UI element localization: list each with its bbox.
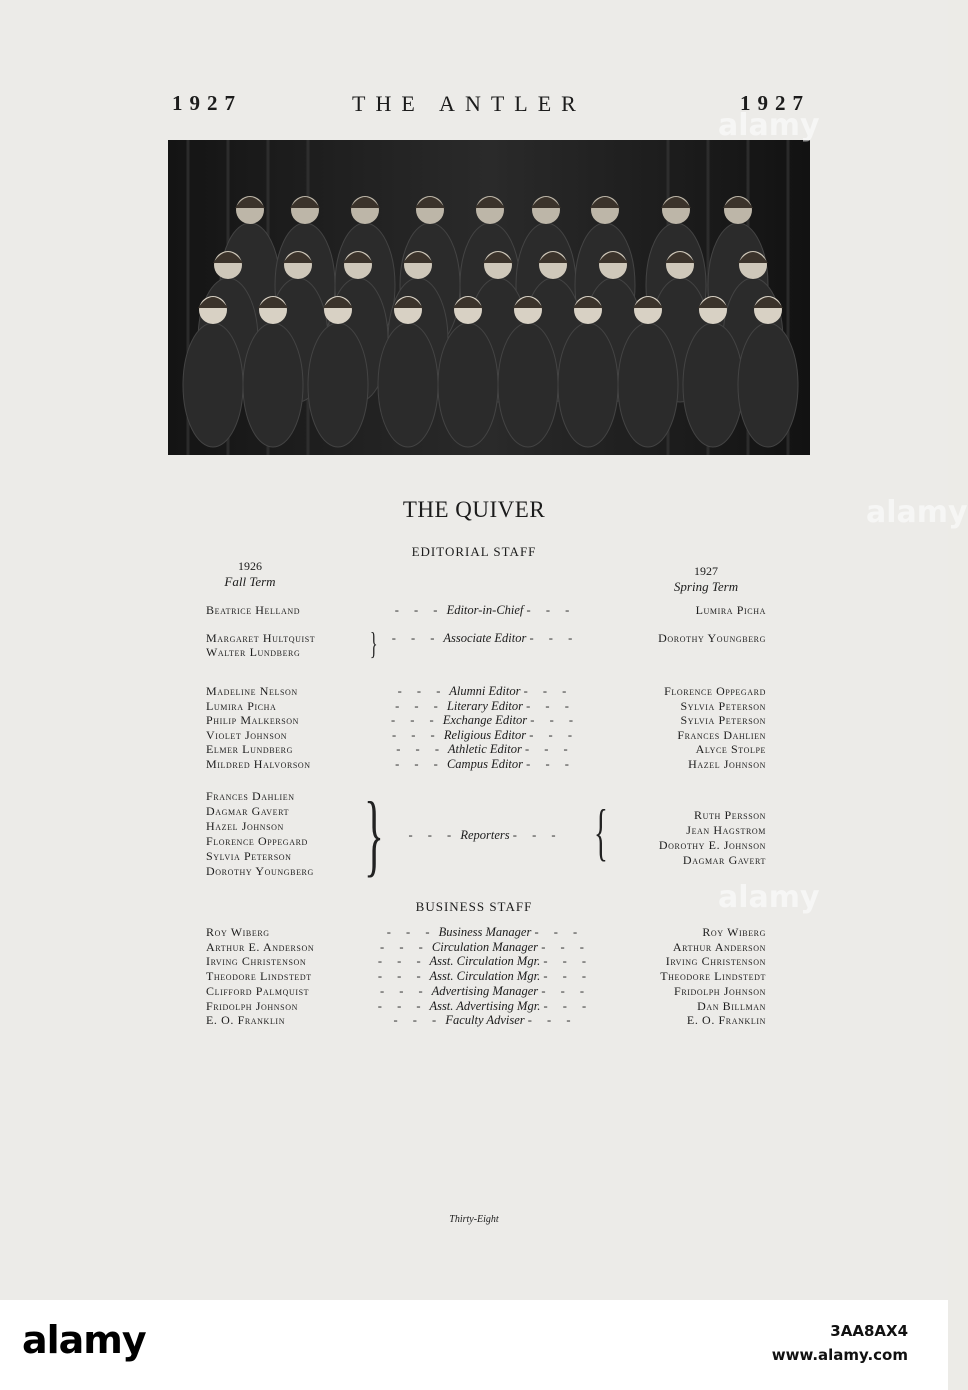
fall-name: Lumira Picha bbox=[206, 699, 277, 713]
watermark-logo: alamy bbox=[718, 880, 820, 915]
reporter-fall-name: Hazel Johnson bbox=[206, 819, 284, 833]
watermark-logo: alamy bbox=[866, 495, 968, 530]
spring-name: Arthur Anderson bbox=[672, 939, 766, 954]
role-label: - - - Circulation Manager - - - bbox=[380, 939, 590, 954]
header-year-right: 1927 bbox=[740, 91, 810, 115]
reporter-fall-name: Florence Oppegard bbox=[206, 834, 308, 848]
role-label: - - - Asst. Advertising Mgr. - - - bbox=[377, 998, 593, 1013]
associate-brace: } bbox=[369, 625, 378, 661]
fall-year: 1926 bbox=[238, 559, 262, 573]
spring-name: Dan Billman bbox=[697, 998, 766, 1013]
business-row bbox=[0, 984, 948, 1000]
reporters-role: - - - Reporters - - - bbox=[408, 828, 562, 842]
fall-name: Irving Christenson bbox=[206, 954, 307, 969]
fall-name: Arthur E. Anderson bbox=[206, 939, 315, 954]
fall-name: Theodore Lindstedt bbox=[206, 969, 312, 984]
spring-name: Alyce Stolpe bbox=[695, 742, 766, 756]
person-body bbox=[683, 323, 743, 447]
role-label: - - - Asst. Circulation Mgr. - - - bbox=[377, 969, 593, 984]
role-label: - - - Athletic Editor - - - bbox=[396, 742, 574, 756]
reporter-spring-row bbox=[0, 823, 948, 839]
business-row bbox=[0, 999, 948, 1015]
left-brace: } bbox=[364, 783, 384, 885]
reporter-spring-name: Dagmar Gavert bbox=[682, 853, 766, 867]
role-label: - - - Advertising Manager - - - bbox=[379, 983, 591, 998]
person-body bbox=[243, 323, 303, 447]
fall-name: Roy Wiberg bbox=[206, 925, 270, 939]
editorial-row bbox=[0, 684, 948, 700]
spring-year: 1927 bbox=[694, 564, 718, 578]
reporter-fall-name: Dagmar Gavert bbox=[206, 804, 290, 818]
reporter-spring-name: Ruth Persson bbox=[694, 808, 766, 822]
fall-name: Fridolph Johnson bbox=[206, 998, 298, 1013]
fall-name: Elmer Lundberg bbox=[206, 742, 293, 756]
spring-name: Roy Wiberg bbox=[702, 925, 766, 939]
spring-term-label bbox=[660, 564, 752, 595]
reporter-spring-row bbox=[0, 838, 948, 854]
role-label: - - - Asst. Circulation Mgr. - - - bbox=[377, 954, 593, 969]
person-body bbox=[738, 323, 798, 447]
stock-image-id: 3AA8AX4 bbox=[830, 1322, 908, 1340]
person-body bbox=[308, 323, 368, 447]
business-row bbox=[0, 940, 948, 956]
person-body bbox=[498, 323, 558, 447]
person-body bbox=[438, 323, 498, 447]
spring-term: Spring Term bbox=[673, 579, 739, 594]
stock-url[interactable]: www.alamy.com bbox=[771, 1346, 908, 1364]
stock-brand[interactable]: alamy bbox=[22, 1318, 146, 1362]
spring-name: Sylvia Peterson bbox=[680, 699, 766, 713]
editorial-row bbox=[0, 713, 948, 729]
spring-name: E. O. Franklin bbox=[686, 1013, 766, 1028]
page-number: Thirty-Eight bbox=[449, 1214, 499, 1225]
business-row bbox=[0, 1013, 948, 1029]
right-brace: { bbox=[594, 796, 608, 867]
header-title: THE ANTLER bbox=[352, 91, 586, 116]
person-body bbox=[558, 323, 618, 447]
fall-name: E. O. Franklin bbox=[206, 1013, 286, 1028]
spring-name: Frances Dahlien bbox=[677, 728, 766, 742]
spring-name: Hazel Johnson bbox=[688, 757, 766, 771]
reporter-spring-name: Jean Hagstrom bbox=[686, 823, 766, 837]
fall-name: Walter Lundberg bbox=[206, 645, 301, 659]
spring-name: Fridolph Johnson bbox=[674, 983, 766, 998]
business-row bbox=[0, 969, 948, 985]
person-body bbox=[618, 323, 678, 447]
fall-name: Mildred Halvorson bbox=[206, 757, 311, 771]
fall-name: Violet Johnson bbox=[206, 728, 288, 742]
fall-name: Philip Malkerson bbox=[206, 713, 300, 727]
business-staff-heading: BUSINESS STAFF bbox=[415, 899, 533, 914]
header-year-left: 1927 bbox=[172, 91, 242, 115]
page-heading: THE QUIVER bbox=[402, 497, 546, 522]
role-label: - - - Faculty Adviser - - - bbox=[393, 1013, 577, 1028]
spring-name: Irving Christenson bbox=[665, 954, 766, 969]
editorial-row bbox=[0, 603, 948, 619]
spring-name: Dorothy Youngberg bbox=[658, 631, 766, 645]
reporter-fall-row bbox=[0, 789, 948, 805]
spring-name: Sylvia Peterson bbox=[680, 713, 766, 727]
role-label: - - - Associate Editor - - - bbox=[391, 631, 579, 645]
role-label: - - - Alumni Editor - - - bbox=[397, 684, 573, 698]
editorial-row bbox=[0, 742, 948, 758]
role-label: - - - Business Manager - - - bbox=[386, 925, 584, 939]
reporter-spring-row bbox=[0, 853, 948, 869]
spring-name: Lumira Picha bbox=[695, 603, 766, 617]
business-row bbox=[0, 925, 948, 941]
group-photograph bbox=[168, 140, 810, 455]
reporter-spring-row bbox=[0, 808, 948, 824]
fall-name: Madeline Nelson bbox=[206, 684, 298, 698]
reporter-fall-name: Dorothy Youngberg bbox=[206, 864, 314, 878]
spring-name: Florence Oppegard bbox=[664, 684, 766, 698]
role-label: - - - Editor-in-Chief - - - bbox=[394, 603, 576, 617]
fall-term: Fall Term bbox=[224, 574, 276, 589]
fall-name: Clifford Palmquist bbox=[206, 983, 310, 998]
reporter-fall-name: Frances Dahlien bbox=[206, 789, 295, 803]
role-label: - - - Campus Editor - - - bbox=[395, 757, 575, 771]
editorial-row bbox=[0, 757, 948, 773]
role-label: - - - Exchange Editor - - - bbox=[390, 713, 580, 727]
fall-name: Beatrice Helland bbox=[206, 603, 301, 617]
fall-name: Margaret Hultquist bbox=[206, 631, 316, 645]
role-label: - - - Religious Editor - - - bbox=[391, 728, 579, 742]
person-body bbox=[183, 323, 243, 447]
editorial-staff-heading: EDITORIAL STAFF bbox=[411, 544, 537, 559]
reporter-spring-name: Dorothy E. Johnson bbox=[658, 838, 766, 852]
watermark-logo: alamy bbox=[718, 108, 820, 143]
reporter-fall-name: Sylvia Peterson bbox=[206, 849, 292, 863]
role-label: - - - Literary Editor - - - bbox=[395, 699, 575, 713]
business-row bbox=[0, 954, 948, 970]
person-body bbox=[378, 323, 438, 447]
spring-name: Theodore Lindstedt bbox=[660, 969, 766, 984]
editorial-row bbox=[0, 645, 948, 661]
fall-term-label bbox=[220, 559, 280, 590]
